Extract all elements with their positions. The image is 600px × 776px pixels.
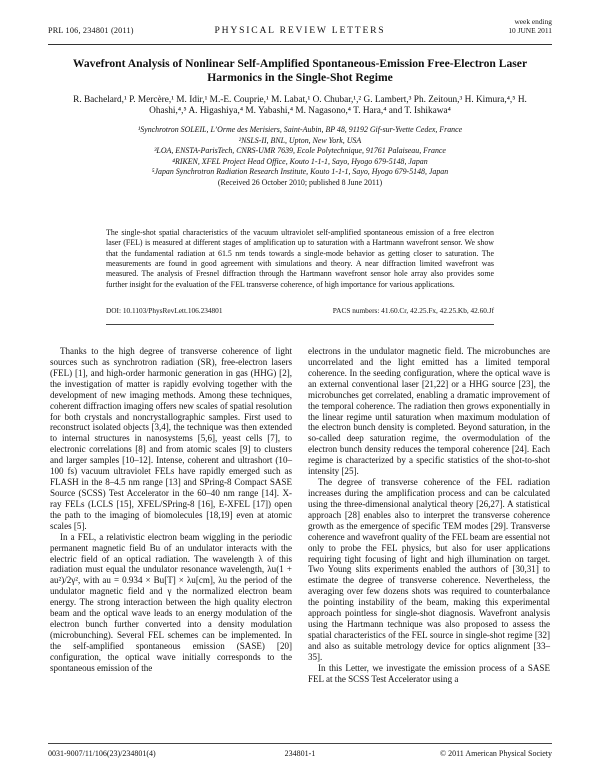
issue-date	[508, 18, 552, 36]
copyright: © 2011 American Physical Society	[440, 749, 552, 758]
abstract: The single-shot spatial characteristics of the vacuum ultraviolet self-amplified spontaneous emission of a free electron laser (FEL) is measured at different stages of amplification up to saturation with a Hartmann wavefront sensor. We show that the fundamental radiation at 61.5 nm tends towards a single-mode behavior as getting closer to saturation. The measurements are found in good agreement with simulations and theory. A near diffraction limited wavefront was measured. The analysis of Fresnel diffraction through the Hartmann wavefront sensor hole array also provides some further insight for the evaluation of the FEL transverse coherence, of high importance for various applications.	[106, 228, 494, 289]
left-column	[50, 346, 292, 674]
week-label: week ending	[514, 17, 552, 26]
pacs-numbers: PACS numbers: 41.60.Cr, 42.25.Fx, 42.25.Kb, 42.60.Jf	[332, 306, 494, 315]
affiliation: ³LOA, ENSTA-ParisTech, CNRS-UMR 7639, Ecole Polytechnique, 91761 Palaiseau, France	[154, 146, 446, 156]
affiliation: ⁵Japan Synchrotron Radiation Research Institute, Kouto 1-1-1, Sayo, Hyogo 679-5148, Japan	[151, 167, 449, 177]
paper-title: Wavefront Analysis of Nonlinear Self-Amplified Spontaneous-Emission Free-Electron Laser Harmonics in the Single-Shot Regime	[72, 57, 528, 85]
week-date: 10 JUNE 2011	[508, 25, 552, 35]
doi-link[interactable]: DOI: 10.1103/PhysRevLett.106.234801	[106, 306, 223, 315]
affiliation: ¹Synchrotron SOLEIL, L’Orme des Merisiers, Saint-Aubin, BP 48, 91192 Gif-sur-Yvette Cedex, France	[137, 125, 463, 134]
received-date: (Received 26 October 2010; published 8 June 2011)	[217, 177, 383, 187]
right-column	[308, 346, 550, 685]
author-list: R. Bachelard,¹ P. Mercère,¹ M. Idir,¹ M.-E. Couprie,¹ M. Labat,¹ O. Chubar,¹,² G. Lambert,³ Ph. Zeitoun,³ H. Kimura,⁴,⁵ H. Ohashi,⁴,⁵ A. Higashiya,⁴ M. Yabashi,⁴ M. Nagasono,⁴ T. Hara,⁴ and T. Ishikawa⁴	[73, 95, 527, 117]
header-rule	[48, 44, 552, 45]
body-paragraph: In a FEL, a relativistic electron beam wiggling in the periodic permanent magnetic field Bu of an undulator interacts with the electric field of an optical radiation. The wavelength λ of this radiation must equal the undulator resonance wavelength, λu(1 + au²)/2γ², with au = 0.934 × Bu[T] × λu[cm], λu the period of the undulator magnetic field and γ the normalized electron beam energy. The strong interaction between the high quality electron beam and the optical wave leads to an energy modulation of the electron bunch further converted into a density modulation (microbunching). Several FEL schemes can be implemented. In the self-amplified spontaneous emission (SASE) [20] configuration, the optical wave initially corresponds to the spontaneous emission of the	[50, 531, 292, 673]
affiliations	[60, 125, 540, 189]
abstract-rule	[106, 324, 494, 325]
page-number: 234801-1	[284, 749, 316, 758]
body-paragraph: Thanks to the high degree of transverse coherence of light sources such as synchrotron radiation (SR), free-electron lasers (FEL) [1], and high-order harmonic generation in gas (HHG) [2], the investigation of matter is rapidly evolving together with the development of new imaging methods. Among these techniques, coherent diffraction imaging offers new scales of spatial resolution for both crystals and noncrystallographic samples. First used to reconstruct isolated objects [3,4], the technique was then extended to internal structures in nanosystems [5,6], yeast cells [7], to electronic correlations [8] and from atomic scales [9] to clusters and larger samples [10–12]. Intense, coherent and ultrashort (10–100 fs) vacuum ultraviolet FELs have rapidly emerged such as FLASH in the 8–4.5 nm range [13] and SPring-8 Compact SASE Source (SCSS) Test Accelerator in the 60–40 nm range [14]. X-ray FELs (LCLS [15], XFEL/SPring-8 [16], E-XFEL [17]) open the path to the imaging of biomolecules [18,19] even at atomic scales [5].	[50, 346, 292, 531]
issn-code: 0031-9007/11/106(23)/234801(4)	[48, 749, 156, 758]
affiliation: ⁴RIKEN, XFEL Project Head Office, Kouto 1-1-1, Sayo, Hyogo 679-5148, Japan	[172, 156, 428, 166]
footer-rule	[48, 743, 552, 744]
body-paragraph: The degree of transverse coherence of the FEL radiation increases during the amplification process and can be calculated using the three-dimensional analytical theory [26,27]. A statistical approach [28] enables also to interpret the transverse coherence growth as the emergence of specific TEM modes [29]. Transverse coherence and wavefront quality of the FEL beam are essential not only to probe the FEL physics, but also for user applications requiring tight focusing of light and high illumination on target. Two Young slits experiments enabled the authors of [30,31] to estimate the degree of transverse coherence. Nevertheless, the averaging over few dozens shots was required to counterbalance the pointing instability of the beam, making this experimental approach pointless for single-shot diagnosis. Wavefront analysis using the Hartmann technique was also proposed to assess the spatial characteristics of the FEL source in single-shot regime [32] and also as suitable metrology device for optics alignment [33–35].	[308, 477, 550, 662]
body-paragraph: In this Letter, we investigate the emission process of a SASE FEL at the SCSS Test Accelerator using a	[308, 662, 550, 684]
running-header	[48, 16, 552, 42]
body-paragraph: electrons in the undulator magnetic field. The microbunches are uncorrelated and the light emitted has a limited temporal coherence. In the seeding configuration, where the optical wave is an external conventional laser [21,22] or a HHG source [23], the microbunches get correlated, enabling a dramatic improvement of the temporal coherence. The radiation then grows exponentially in the linear regime until saturation when maximum modulation of the electron bunch density is completed. Beyond saturation, in the so-called deep saturation regime, the overmodulation of the electron bunch density reduces the temporal coherence [24]. Each regime is characterized by a specific statistics of the shot-to-shot intensity [25].	[308, 346, 550, 477]
journal-name: PHYSICAL REVIEW LETTERS	[214, 25, 386, 36]
journal-reference: PRL 106, 234801 (2011)	[48, 26, 134, 35]
affiliation: ²NSLS-II, BNL, Upton, New York, USA	[238, 135, 362, 145]
